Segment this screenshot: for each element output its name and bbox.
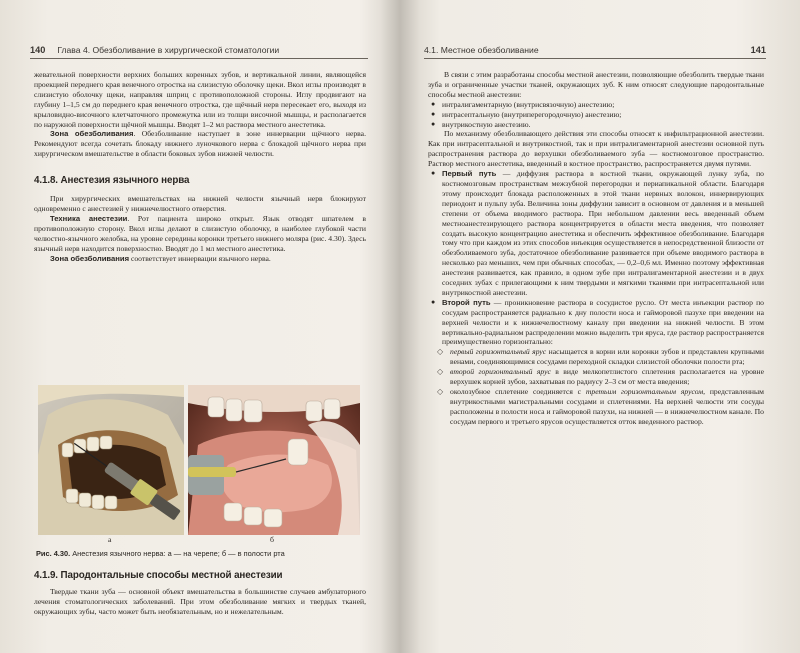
paragraph bbox=[34, 214, 366, 254]
paragraph-text: . Обезболивание наступает в зоне иннервации щёчного нерва. Рекомендуют всегда сочетать блокаду нижнего луночкового нерва с блокадой щёчного нерва при хирургическом вмешательстве в области боковых зубов нижней челюсти. bbox=[34, 129, 366, 159]
figure-4-30 bbox=[38, 385, 360, 547]
section-heading: 4.1.8. Анестезия язычного нерва bbox=[34, 175, 190, 187]
figure-caption bbox=[36, 549, 366, 558]
chapter-title: Глава 4. Обезболивание в хирургической стоматологии bbox=[57, 45, 280, 55]
list-item: ◇ околозубное сплетение соединяется с третьим горизонтальным ярусом, представленным внутрикостными магистральными сосудами и сплетениями. На верхней челюсти эти сосуды расположены в полости носа и гайморовой пазухи, на нижней — в нижнечелюстном канале. По сосудам первого и третьего ярусов осуществляется отток введенного раствор. bbox=[437, 387, 764, 426]
book-gutter bbox=[380, 0, 420, 653]
mouth-photo bbox=[188, 385, 360, 535]
paragraph: жевательной поверхности верхних больших коренных зубов, и вертикальной линии, являющейся проекцией переднего края венечного отростка на слизистую оболочку щеки. Вкол иглы производят в слизистую оболочку щеки, направляя шприц с противоположной стороны. Иглу продвигают на глубину 1–1,5 см до переднего края венечного отростка, где щёчный нерв пересекает его, выходя из крыловидно-височного клетчаточного промежутка или из толщи височной мышцы, и располагается по наружной поверхности щёчной мышцы. Вводят 1–2 мл раствора местного анестетика. bbox=[34, 70, 366, 129]
page-number: 140 bbox=[30, 45, 46, 55]
term: Зона обезболивания bbox=[50, 129, 134, 139]
methods-list bbox=[428, 100, 764, 130]
list-item: ◇ первый горизонтальный ярус насыщается в корни или коронки зубов и представлен крупными венами, соединяющимися сосудами переходной складки слизистой оболочки полости рта; bbox=[437, 347, 764, 367]
list-item: ◇ второй горизонтальный ярус в виде мелкопетлистого сплетения располагается на уровне верхушек корней зубов, захватывая по радиусу 2–3 см от места введения; bbox=[437, 367, 764, 387]
paragraph: По механизму обезболивающего действия эти способы относят к инфильтрационной анестезии. Как при интрасептальной и внутрикостной, так и при интралигаментарной анестезии основной путь распространения раствора до верхушки обезболиваемого зуба — костномозговое пространство. Раствор местного анестетика, введенный в костное пространство, распространяется двумя путями. bbox=[428, 129, 764, 169]
term: Техника анестезии bbox=[50, 213, 128, 223]
paragraph bbox=[34, 129, 366, 159]
term: Зона обезболивания bbox=[50, 253, 130, 263]
running-head bbox=[30, 42, 368, 58]
section-heading: 4.1.9. Пародонтальные способы местной анестезии bbox=[34, 570, 283, 581]
list-item: ● интрасептальную (внутриперегородочную) анестезию; bbox=[431, 109, 622, 119]
right-page bbox=[402, 0, 800, 653]
right-text-column bbox=[428, 70, 764, 427]
tiers-list bbox=[428, 347, 764, 426]
list-item: ● Первый путь — диффузия раствора в костной ткани, окружающей лунку зуба, по костномозговым пространствам межзубной перегородки и периапикальной области. Благодаря этому происходит блокада расположенных в этой ткани нервных волокон, иннервирующих периодонт и пульпу зуба. Величина зоны диффузии зависит в основном от давления и в меньшей степени от объема вводимого раствора. При небольшом давлении весь введенный объем местноанестезирующего раствора концентрируется в области места введения, что позволяет создать высокую концентрацию анестетика и обеспечить эффективное обезболивание. Благодаря тому что при каждом из этих способов инъекция осуществляется в непосредственной близости от обезболиваемого зуба, достаточное обезболивание развивается при объеме вводимого раствора в несколько раз меньших, чем при обычных способах, — 0,2–0,6 мл. Именно поэтому эффективная анестезия развивается, как правило, в одном зубе при интралигаментарной анестезии и в двух соседних зубах с прилегающими к ним твердыми и мягкими тканями при интрасептальной или внутрикостной анестезии. bbox=[431, 169, 764, 297]
paragraph: При хирургических вмешательствах на нижней челюсти язычный нерв блокируют одновременно с анестезией у нижнечелюстного отверстия. bbox=[34, 194, 366, 214]
caption-text: Анестезия язычного нерва: а — на черепе; б — в полости рта bbox=[70, 549, 285, 558]
caption-label: Рис. 4.30. bbox=[36, 549, 71, 558]
paragraph bbox=[34, 254, 366, 264]
section-title: 4.1. Местное обезболивание bbox=[424, 45, 539, 55]
figure-label-b: б bbox=[270, 535, 274, 544]
list-item: ● внутрикостную анестезию. bbox=[431, 119, 531, 129]
paragraph: Твердые ткани зуба — основной объект вмешательства в большинстве случаев амбулаторного лечения стоматологических заболеваний. При этом обезболивание мягких и твердых тканей, окружающих зубы, часто может быть необязательным, но и нежелательным. bbox=[34, 587, 366, 616]
list-item: ● Второй путь — проникновение раствора в сосудистое русло. От места инъекции раствор по сосудам распространяется радиально к дну полости носа и гайморовой пазухе при введении на верхней челюсти и к нижнечелюстному каналу при введении на нижней челюсти. В этом вертикально-радиальном распределении можно выделить три яруса, где раствор распространяется преимущественно горизонтально: bbox=[431, 297, 764, 347]
paragraph: В связи с этим разработаны способы местной анестезии, позволяющие обезболить твердые ткани зуба и ограниченные участки тканей, окружающих зуб. К ним относят следующие пародонтальные способы местной анестезии: bbox=[428, 70, 764, 99]
left-page bbox=[0, 0, 398, 653]
term: Первый путь bbox=[442, 169, 497, 179]
list-item: ● интралигаментарную (внутрисвязочную) анестезию; bbox=[431, 99, 615, 109]
page-number: 141 bbox=[750, 45, 766, 55]
paragraph-text: . Рот пациента широко открыт. Язык отводят шпателем в противоположную сторону. Вкол иглы делают в слизистую оболочку, в наиболее глубокой части челюстно-язычного желобка, на уровне середины коронки третьего нижнего моляра (рис. 4.30). Здесь язычный нерв находится поверхностно. Вводят до 1 мл местного анестетика. bbox=[34, 213, 366, 253]
running-head bbox=[424, 42, 766, 58]
figure-label-a: а bbox=[108, 535, 112, 544]
term: Второй путь bbox=[442, 297, 491, 307]
header-rule bbox=[30, 58, 368, 59]
skull-photo bbox=[38, 385, 184, 535]
left-bottom-column bbox=[34, 570, 366, 617]
header-rule bbox=[424, 58, 766, 59]
left-text-column bbox=[34, 70, 366, 264]
paths-list bbox=[428, 169, 764, 347]
paragraph-text: соответствует иннервации язычного нерва. bbox=[129, 253, 271, 263]
